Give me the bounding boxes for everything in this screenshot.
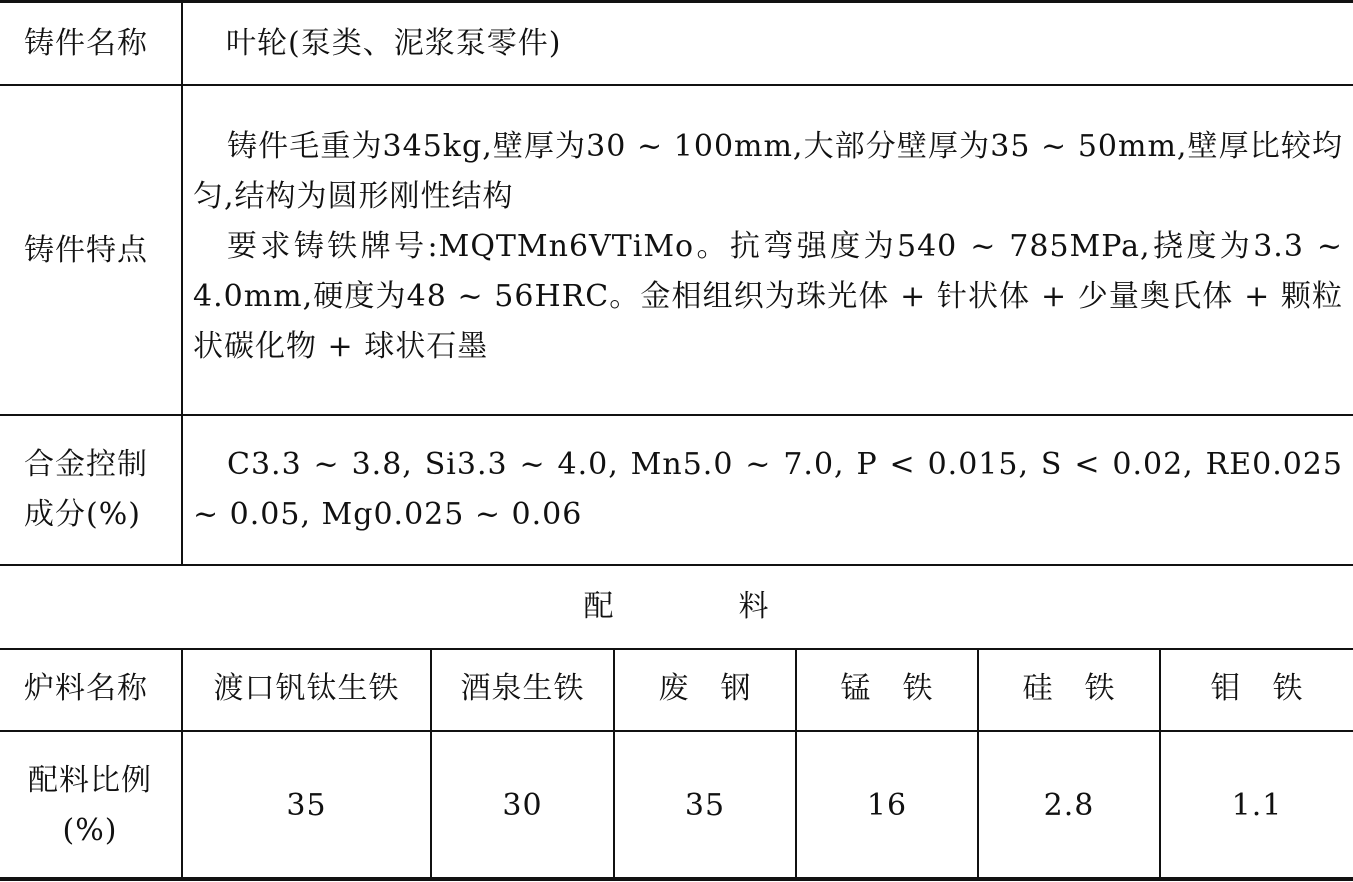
alloy-composition-value: C3.3 ~ 3.8, Si3.3 ~ 4.0, Mn5.0 ~ 7.0, P < 0.015, S < 0.02, RE0.025 ~ 0.05, Mg0.025 ~ 0.06 (193, 447, 1343, 532)
ratio-value: 30 (502, 788, 543, 823)
casting-features-label: 铸件特点 (24, 233, 148, 268)
ratio-value: 16 (866, 788, 908, 823)
table-bottom-rule (0, 877, 1353, 881)
alloy-label (24, 440, 148, 540)
material-header: 硅 铁 (1022, 671, 1116, 706)
casting-name-label: 铸件名称 (24, 26, 148, 61)
row-divider (0, 730, 1353, 732)
casting-name-value: 叶轮(泵类、泥浆泵零件) (226, 26, 562, 61)
material-header: 废 钢 (658, 671, 752, 706)
material-header: 锰 铁 (840, 671, 934, 706)
material-header: 渡口钒钛生铁 (213, 671, 400, 706)
batching-section-title: 配 料 (583, 589, 770, 624)
row-divider (0, 84, 1353, 86)
row-divider (0, 648, 1353, 650)
material-header: 酒泉生铁 (460, 671, 585, 706)
alloy-label-line2: 成分(%) (24, 497, 141, 532)
ratio-value: 35 (684, 788, 726, 823)
casting-features-text (193, 122, 1343, 372)
ratio-value: 1.1 (1231, 788, 1283, 823)
material-header: 钼 铁 (1210, 671, 1304, 706)
row-divider (0, 414, 1353, 416)
ratio-label (24, 756, 156, 856)
ratio-label-line2: (%) (62, 813, 118, 848)
ratio-label-line1: 配料比例 (28, 763, 152, 798)
charge-name-label: 炉料名称 (24, 671, 148, 706)
features-paragraph-requirements: 要求铸铁牌号:MQTMn6VTiMo。抗弯强度为540 ~ 785MPa,挠度为3.3 ~ 4.0mm,硬度为48 ~ 56HRC。金相组织为珠光体 + 针状体 + 少量奥氏体 + 颗粒状碳化物 + 球状石墨 (193, 229, 1343, 364)
alloy-label-line1: 合金控制 (24, 447, 148, 482)
column-divider (181, 0, 183, 566)
table-top-rule (0, 0, 1353, 3)
ratio-value: 2.8 (1043, 788, 1095, 823)
ratio-value: 35 (286, 788, 327, 823)
row-divider (0, 564, 1353, 566)
features-paragraph-weight: 铸件毛重为345kg,壁厚为30 ~ 100mm,大部分壁厚为35 ~ 50mm,壁厚比较均匀,结构为圆形刚性结构 (193, 129, 1343, 214)
